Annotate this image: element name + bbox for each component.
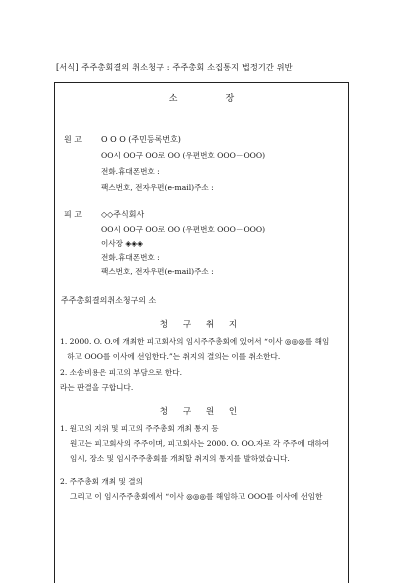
claim-cause-line: 임시, 장소 및 임시주주총회를 개최할 취지의 통지를 발하였습니다.: [70, 454, 290, 463]
plaintiff-role: 원 고: [64, 135, 82, 144]
claim-purpose-heading: 청 구 취 지: [159, 320, 244, 330]
claim-cause-heading: 청 구 원 인: [159, 407, 244, 417]
title-char-1: 소: [168, 94, 178, 104]
defendant-role: 피 고: [64, 210, 82, 219]
case-name: 주주총회결의취소청구의 소: [61, 296, 157, 305]
claim-purpose-line: 하고 OOO를 이사에 선임한다.”는 취지의 결의는 이를 취소한다.: [60, 352, 281, 361]
plaintiff-fax-email: 팩스번호, 전자우편(e-mail)주소 :: [101, 183, 214, 192]
document-title: [55, 95, 348, 104]
claim-cause-line: 원고는 피고회사의 주주이며, 피고회사는 2000. O. OO.자로 각 주주에 대하여: [70, 439, 330, 448]
claim-purpose-line: 2. 소송비용은 피고의 부담으로 한다.: [60, 368, 183, 377]
title-char-2: 장: [225, 94, 235, 104]
defendant-phone: 전화.휴대폰번호 :: [101, 253, 160, 262]
claim-cause-subheading: 1. 원고의 지위 및 피고의 주주총회 개최 통지 등: [60, 424, 219, 433]
form-header: [서식] 주주총회결의 취소청구 : 주주총회 소집통지 법정기간 위반: [56, 62, 293, 72]
complaint-document: [54, 82, 349, 583]
defendant-name: ◇◇주식회사: [101, 210, 145, 219]
defendant-ceo: 이사장 ◈◈◈: [101, 239, 143, 248]
plaintiff-name: O O O (주민등록번호): [101, 135, 181, 144]
defendant-fax-email: 팩스번호, 전자우편(e-mail)주소 :: [101, 267, 214, 276]
claim-cause-line: 그리고 이 임시주주총회에서 “이사 ◎◎◎를 해임하고 OOO를 이사에 선임한: [70, 492, 323, 501]
plaintiff-phone: 전화.휴대폰번호 :: [101, 167, 160, 176]
defendant-address: OO시 OO구 OO로 OO (우편번호 OOO－OOO): [101, 225, 266, 234]
claim-purpose-line: 라는 판결을 구합니다.: [60, 383, 134, 392]
claim-purpose-line: 1. 2000. O. O.에 개최한 피고회사의 임시주주총회에 있어서 “이사 ◎◎◎를 해임: [60, 337, 330, 346]
plaintiff-address: OO시 OO구 OO로 OO (우편번호 OOO－OOO): [101, 151, 266, 160]
claim-cause-subheading: 2. 주주총회 개최 및 결의: [60, 477, 143, 486]
